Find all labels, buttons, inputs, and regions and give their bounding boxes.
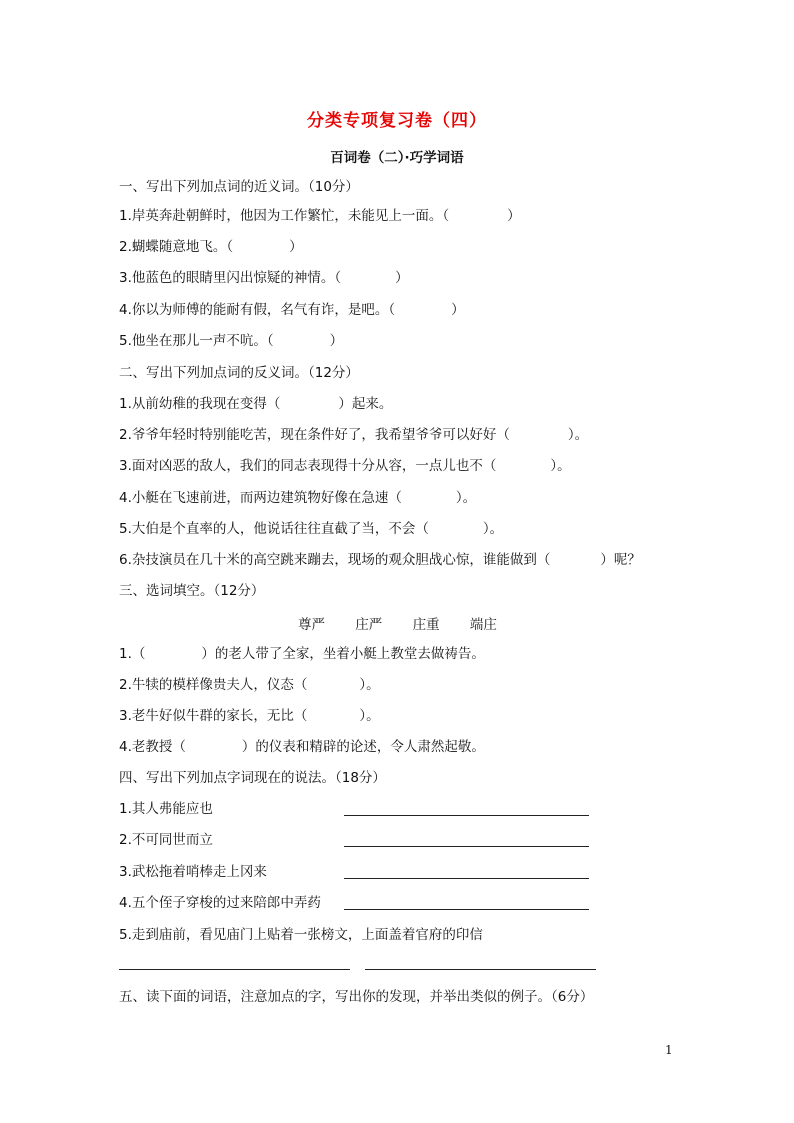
section3-question-1: 1.（ ）的老人带了全家，坐着小艇上教堂去做祷告。 — [119, 646, 485, 662]
word-option: 端庄 — [469, 617, 497, 633]
section4-question-1: 1.其人弗能应也 — [119, 801, 213, 817]
answer-line[interactable] — [344, 909, 589, 910]
section1-question-1: 1.岸英奔赴朝鲜时，他因为工作繁忙，未能见上一面。（ ） — [119, 208, 521, 224]
section1-question-2: 2.蝴蝶随意地飞。（ ） — [119, 239, 303, 255]
section1-question-3: 3.他蓝色的眼睛里闪出惊疑的神情。（ ） — [119, 270, 409, 286]
section2-question-4: 4.小艇在飞速前进，而两边建筑物好像在急速（ ）。 — [119, 490, 477, 506]
section2-question-2: 2.爷爷年轻时特别能吃苦，现在条件好了，我希望爷爷可以好好（ ）。 — [119, 427, 589, 443]
page-subtitle: 百词卷（二）·巧学词语 — [330, 150, 464, 166]
section1-question-4: 4.你以为师傅的能耐有假，名气有诈，是吧。（ ） — [119, 302, 465, 318]
section4-question-2: 2.不可同世而立 — [119, 832, 213, 848]
word-option: 尊严 — [298, 617, 325, 633]
section4-question-3: 3.武松拖着哨棒走上冈来 — [119, 864, 267, 880]
section3-question-3: 3.老牛好似牛群的家长，无比（ ）。 — [119, 708, 380, 724]
section2-question-6: 6.杂技演员在几十米的高空跳来蹦去，现场的观众胆战心惊，谁能做到（ ）呢？ — [119, 552, 641, 568]
section4-question-5: 5.走到庙前，看见庙门上贴着一张榜文，上面盖着官府的印信 — [119, 927, 483, 943]
answer-line[interactable] — [344, 878, 589, 879]
page-title: 分类专项复习卷（四） — [307, 111, 487, 131]
section1-question-5: 5.他坐在那儿一声不吭。（ ） — [119, 333, 344, 349]
answer-line[interactable] — [344, 846, 589, 847]
section5-heading: 五、读下面的词语，注意加点的字，写出你的发现，并举出类似的例子。（6分） — [119, 989, 594, 1005]
section2-question-3: 3.面对凶恶的敌人，我们的同志表现得十分从容，一点儿也不（ ）。 — [119, 458, 571, 474]
word-option: 庄严 — [355, 617, 383, 633]
section3-question-4: 4.老教授（ ）的仪表和精辟的论述，令人肃然起敬。 — [119, 739, 485, 755]
section3-question-2: 2.牛犊的模样像贵夫人，仪态（ ）。 — [119, 677, 380, 693]
section1-heading: 一、写出下列加点词的近义词。（10分） — [119, 179, 359, 195]
word-bank — [298, 613, 523, 633]
word-option: 庄重 — [412, 617, 440, 633]
section4-heading: 四、写出下列加点字词现在的说法。（18分） — [119, 770, 386, 786]
answer-line[interactable] — [365, 969, 596, 970]
section2-question-1: 1.从前幼稚的我现在变得（ ）起来。 — [119, 396, 393, 412]
section3-heading: 三、选词填空。（12分） — [119, 583, 265, 599]
section2-heading: 二、写出下列加点词的反义词。（12分） — [119, 365, 359, 381]
page-number: 1 — [665, 1043, 673, 1057]
section4-question-4: 4.五个侄子穿梭的过来陪郎中弄药 — [119, 895, 321, 911]
answer-line[interactable] — [344, 815, 589, 816]
section2-question-5: 5.大伯是个直率的人，他说话往往直截了当，不会（ ）。 — [119, 521, 504, 537]
answer-line[interactable] — [119, 969, 350, 970]
